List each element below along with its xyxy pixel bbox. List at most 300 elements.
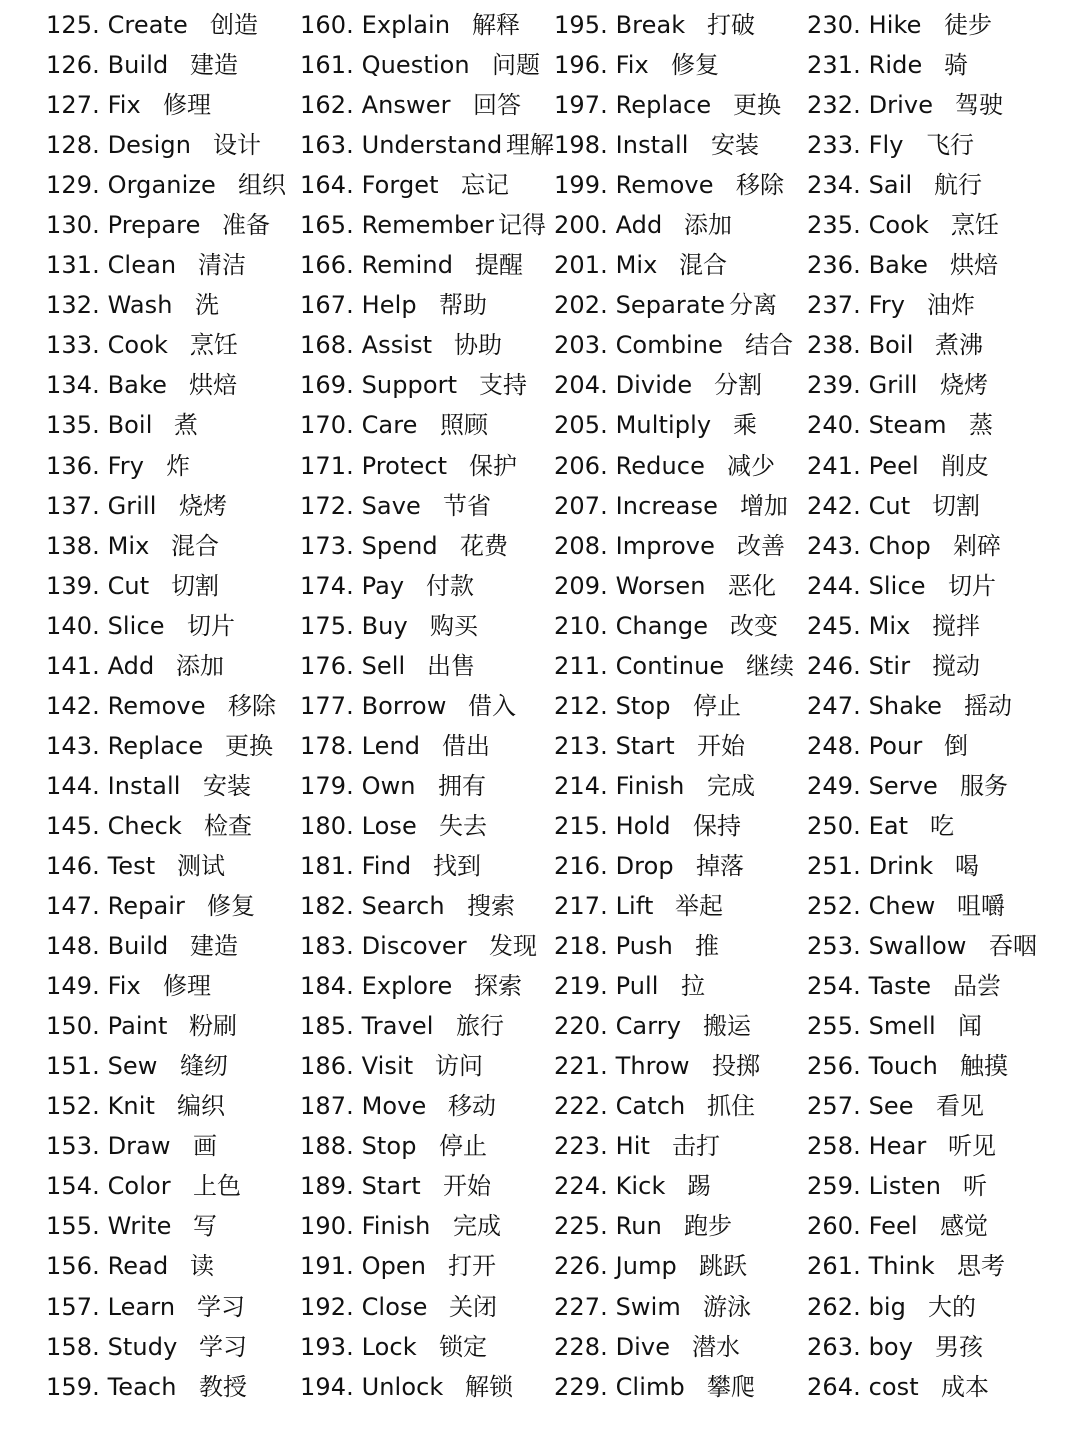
english-word [300,328,432,362]
entry-number: 257. [807,1092,861,1121]
english-word [46,328,168,362]
entry-number: 244. [807,571,861,600]
chinese-translation: 混合 [171,531,219,560]
vocab-entry [807,567,1067,607]
vocab-entry [300,527,560,567]
english-term: Stop [615,691,671,720]
english-word [554,889,653,923]
english-word [300,128,502,162]
entry-number: 237. [807,291,861,320]
entry-number: 207. [554,491,608,520]
english-word [554,969,659,1003]
english-term: Run [615,1212,662,1241]
entry-number: 180. [300,811,354,840]
entry-number: 161. [300,51,354,80]
chinese-translation: 喝 [955,851,979,880]
english-term: Close [361,1292,428,1321]
english-word [807,1290,906,1324]
entry-number: 206. [554,451,608,480]
chinese-translation: 准备 [222,211,270,240]
vocab-entry [554,967,814,1007]
chinese-translation: 安装 [711,131,759,160]
vocab-entry [46,527,306,567]
vocab-entry [807,1167,1067,1207]
english-word [807,689,942,723]
vocab-entry [46,1047,306,1087]
vocab-entry [554,887,814,927]
chinese-translation: 剁碎 [953,531,1001,560]
chinese-translation: 切片 [187,611,235,640]
vocab-entry [300,1007,560,1047]
english-term: Knit [107,1092,156,1121]
vocab-entry [807,1127,1067,1167]
english-word [807,8,922,42]
vocab-entry [554,1087,814,1127]
entry-number: 215. [554,811,608,840]
english-term: Explain [361,11,451,39]
chinese-translation: 掉落 [696,851,744,880]
chinese-translation: 节省 [443,491,491,520]
english-term: Lend [361,731,421,760]
entry-number: 189. [300,1172,354,1201]
chinese-translation: 完成 [707,771,755,800]
english-word [554,489,718,523]
english-term: Move [361,1092,427,1121]
english-term: Replace [107,731,204,760]
english-term: Multiply [615,411,712,440]
english-word [554,288,725,322]
vocab-entry [807,6,1067,46]
english-term: Help [361,291,417,320]
english-term: Smell [868,1012,936,1041]
english-word [554,849,674,883]
english-word [554,1370,685,1404]
entry-number: 198. [554,131,608,160]
english-word [300,489,421,523]
english-term: boy [868,1332,913,1361]
english-word [554,1290,681,1324]
entry-number: 148. [46,932,100,961]
chinese-translation: 油炸 [927,291,975,320]
chinese-translation: 教授 [199,1372,247,1401]
entry-number: 232. [807,91,861,120]
entry-number: 193. [300,1332,354,1361]
english-word [46,649,154,683]
entry-number: 160. [300,11,354,39]
english-term: Create [107,11,188,39]
english-word [300,1089,426,1123]
vocab-entry [300,166,560,206]
english-word [807,88,933,122]
english-term: Change [615,611,709,640]
chinese-translation: 建造 [190,932,238,961]
english-word [300,809,417,843]
english-word [554,729,675,763]
vocab-entry [554,406,814,446]
chinese-translation: 测试 [177,851,225,880]
entry-number: 261. [807,1252,861,1281]
english-term: Divide [615,371,693,400]
entry-number: 251. [807,851,861,880]
english-term: Start [615,731,675,760]
english-term: Fix [615,51,649,80]
vocab-entry [807,1328,1067,1368]
english-word [46,48,168,82]
vocab-entry [300,1207,560,1247]
chinese-translation: 停止 [693,691,741,720]
vocab-entry [300,487,560,527]
english-word [807,1009,936,1043]
english-word [300,1330,417,1364]
vocab-entry [807,1288,1067,1328]
vocab-entry [300,46,560,86]
chinese-translation: 乘 [733,411,757,440]
chinese-translation: 服务 [960,771,1008,800]
entry-number: 229. [554,1372,608,1401]
vocab-entry [807,487,1067,527]
english-term: Finish [361,1212,431,1241]
entry-number: 205. [554,411,608,440]
vocab-entry [300,967,560,1007]
english-term: Lose [361,811,417,840]
vocab-entry [554,326,814,366]
vocab-entry [554,527,814,567]
chinese-translation: 付款 [426,571,474,600]
chinese-translation: 拉 [681,972,705,1001]
entry-number: 249. [807,771,861,800]
english-term: Increase [615,491,718,520]
vocab-entry [807,406,1067,446]
vocab-entry [807,286,1067,326]
english-term: Organize [107,171,216,200]
english-term: Replace [615,91,712,120]
entry-number: 165. [300,211,354,240]
vocab-entry [46,206,306,246]
english-term: Cook [107,331,169,360]
entry-number: 228. [554,1332,608,1361]
english-term: Grill [868,371,918,400]
chinese-translation: 徒步 [944,11,992,39]
entry-number: 176. [300,651,354,680]
chinese-translation: 帮助 [439,291,487,320]
entry-number: 204. [554,371,608,400]
english-term: Chop [868,531,931,560]
english-term: Explore [361,972,453,1001]
entry-number: 183. [300,932,354,961]
entry-number: 186. [300,1052,354,1081]
entry-number: 226. [554,1252,608,1281]
entry-number: 220. [554,1012,608,1041]
vocab-entry [300,807,560,847]
english-word [300,408,418,442]
english-word [46,1009,167,1043]
vocabulary-column-1 [46,6,306,1408]
english-term: Check [107,811,182,840]
english-term: Mix [615,251,658,280]
english-term: Read [107,1252,169,1281]
vocab-entry [300,767,560,807]
entry-number: 208. [554,531,608,560]
english-term: Fix [107,91,141,120]
english-word [300,609,408,643]
chinese-translation: 击打 [672,1132,720,1161]
chinese-translation: 搬运 [703,1012,751,1041]
english-term: Hike [868,11,922,39]
entry-number: 225. [554,1212,608,1241]
vocab-entry [554,46,814,86]
entry-number: 140. [46,611,100,640]
chinese-translation: 看见 [936,1092,984,1121]
entry-number: 145. [46,811,100,840]
english-word [554,609,708,643]
chinese-translation: 飞行 [926,131,974,160]
chinese-translation: 修复 [207,892,255,921]
chinese-translation: 削皮 [941,451,989,480]
english-term: Stop [361,1132,417,1161]
vocab-entry [554,1247,814,1287]
chinese-translation: 恶化 [728,571,776,600]
english-term: Ride [868,51,923,80]
entry-number: 179. [300,771,354,800]
chinese-translation: 粉刷 [189,1012,237,1041]
english-word [46,769,181,803]
english-word [300,729,420,763]
english-word [554,929,673,963]
chinese-translation: 投掷 [712,1052,760,1081]
vocab-entry [300,206,560,246]
english-term: Paint [107,1012,168,1041]
english-word [807,649,910,683]
entry-number: 242. [807,491,861,520]
entry-number: 185. [300,1012,354,1041]
english-term: Kick [615,1172,666,1201]
english-term: Hit [615,1132,651,1161]
english-word [46,1089,155,1123]
chinese-translation: 设计 [213,131,261,160]
chinese-translation: 洗 [195,291,219,320]
english-word [807,889,935,923]
english-term: Mix [107,531,150,560]
english-term: Dive [615,1332,671,1361]
chinese-translation: 修理 [163,972,211,1001]
english-word [46,449,144,483]
chinese-translation: 探索 [474,972,522,1001]
vocab-entry [807,687,1067,727]
english-term: Reduce [615,451,705,480]
chinese-translation: 读 [190,1252,214,1281]
english-term: Bake [868,251,928,280]
english-word [300,368,457,402]
chinese-translation: 解释 [472,11,520,39]
english-word [554,1129,650,1163]
vocab-entry [46,1207,306,1247]
vocabulary-column-2 [300,6,560,1408]
english-term: Lock [361,1332,417,1361]
english-term: Touch [868,1052,938,1081]
english-word [300,208,494,242]
entry-number: 163. [300,131,354,160]
chinese-translation: 改善 [737,531,785,560]
english-term: Mix [868,611,911,640]
entry-number: 187. [300,1092,354,1121]
vocab-entry [807,1047,1067,1087]
entry-number: 260. [807,1212,861,1241]
chinese-translation: 忘记 [461,171,509,200]
entry-number: 199. [554,171,608,200]
vocab-entry [554,687,814,727]
vocab-entry [46,1288,306,1328]
chinese-translation: 摇动 [964,691,1012,720]
chinese-translation: 添加 [176,651,224,680]
vocab-entry [46,126,306,166]
entry-number: 201. [554,251,608,280]
english-word [300,48,470,82]
entry-number: 159. [46,1372,100,1401]
vocab-entry [807,607,1067,647]
english-word [46,929,168,963]
english-word [300,529,438,563]
english-word [300,168,439,202]
chinese-translation: 搅拌 [932,611,980,640]
english-word [300,849,411,883]
chinese-translation: 开始 [697,731,745,760]
vocab-entry [46,1247,306,1287]
vocab-entry [807,527,1067,567]
vocab-entry [46,687,306,727]
entry-number: 166. [300,251,354,280]
entry-number: 174. [300,571,354,600]
chinese-translation: 修复 [671,51,719,80]
english-word [554,88,711,122]
entry-number: 248. [807,731,861,760]
vocab-entry [300,406,560,446]
entry-number: 262. [807,1292,861,1321]
english-word [46,1169,171,1203]
english-word [46,809,182,843]
english-word [554,1049,690,1083]
vocab-entry [807,1368,1067,1408]
vocab-entry [46,647,306,687]
english-word [46,168,216,202]
english-word [807,208,929,242]
english-word [300,449,447,483]
chinese-translation: 移动 [448,1092,496,1121]
english-word [807,288,905,322]
entry-number: 173. [300,531,354,560]
vocab-entry [807,126,1067,166]
english-term: Swallow [868,932,967,961]
entry-number: 171. [300,451,354,480]
english-term: Remove [107,691,206,720]
english-term: Draw [107,1132,171,1161]
english-term: Cut [107,571,150,600]
english-term: Travel [361,1012,434,1041]
vocab-entry [46,286,306,326]
chinese-translation: 吃 [930,811,954,840]
vocab-entry [46,487,306,527]
chinese-translation: 保持 [693,811,741,840]
chinese-translation: 思考 [957,1252,1005,1281]
vocab-entry [554,1007,814,1047]
vocab-entry [807,86,1067,126]
entry-number: 164. [300,171,354,200]
vocab-entry [554,366,814,406]
english-term: Drive [868,91,934,120]
english-term: Improve [615,531,715,560]
entry-number: 264. [807,1372,861,1401]
vocab-entry [807,447,1067,487]
vocab-entry [554,166,814,206]
english-word [554,689,671,723]
chinese-translation: 编织 [177,1092,225,1121]
vocab-entry [46,727,306,767]
chinese-translation: 咀嚼 [957,892,1005,921]
vocab-entry [554,1047,814,1087]
chinese-translation: 游泳 [703,1292,751,1321]
english-term: Sew [107,1052,158,1081]
english-word [807,729,922,763]
entry-number: 147. [46,892,100,921]
english-term: Assist [361,331,433,360]
english-word [554,1009,681,1043]
english-term: Hear [868,1132,927,1161]
entry-number: 126. [46,51,100,80]
entry-number: 162. [300,91,354,120]
chinese-translation: 听 [963,1172,987,1201]
vocab-entry [46,1167,306,1207]
entry-number: 131. [46,251,100,280]
english-word [807,449,919,483]
english-word [807,248,928,282]
english-term: Think [868,1252,935,1281]
english-word [46,569,149,603]
vocab-entry [807,727,1067,767]
english-term: Study [107,1332,178,1361]
english-word [807,1249,935,1283]
vocab-entry [300,887,560,927]
entry-number: 254. [807,972,861,1001]
english-word [46,1049,158,1083]
chinese-translation: 烹饪 [190,331,238,360]
english-term: Remove [615,171,714,200]
english-term: Install [615,131,689,160]
entry-number: 188. [300,1132,354,1161]
vocab-entry [300,847,560,887]
vocab-entry [554,767,814,807]
english-word [46,1290,175,1324]
vocab-entry [46,807,306,847]
english-word [300,8,450,42]
chinese-translation: 出售 [427,651,475,680]
chinese-translation: 更换 [225,731,273,760]
vocab-entry [300,1127,560,1167]
chinese-translation: 支持 [479,371,527,400]
english-term: Worsen [615,571,706,600]
chinese-translation: 倒 [944,731,968,760]
english-word [300,569,404,603]
english-term: Chew [868,892,936,921]
chinese-translation: 成本 [941,1372,989,1401]
vocab-entry [807,887,1067,927]
chinese-translation: 记得 [498,211,546,240]
entry-number: 230. [807,11,861,39]
english-term: Answer [361,91,451,120]
vocab-entry [46,6,306,46]
vocab-entry [46,86,306,126]
english-term: Eat [868,811,909,840]
english-term: Forget [361,171,439,200]
entry-number: 200. [554,211,608,240]
